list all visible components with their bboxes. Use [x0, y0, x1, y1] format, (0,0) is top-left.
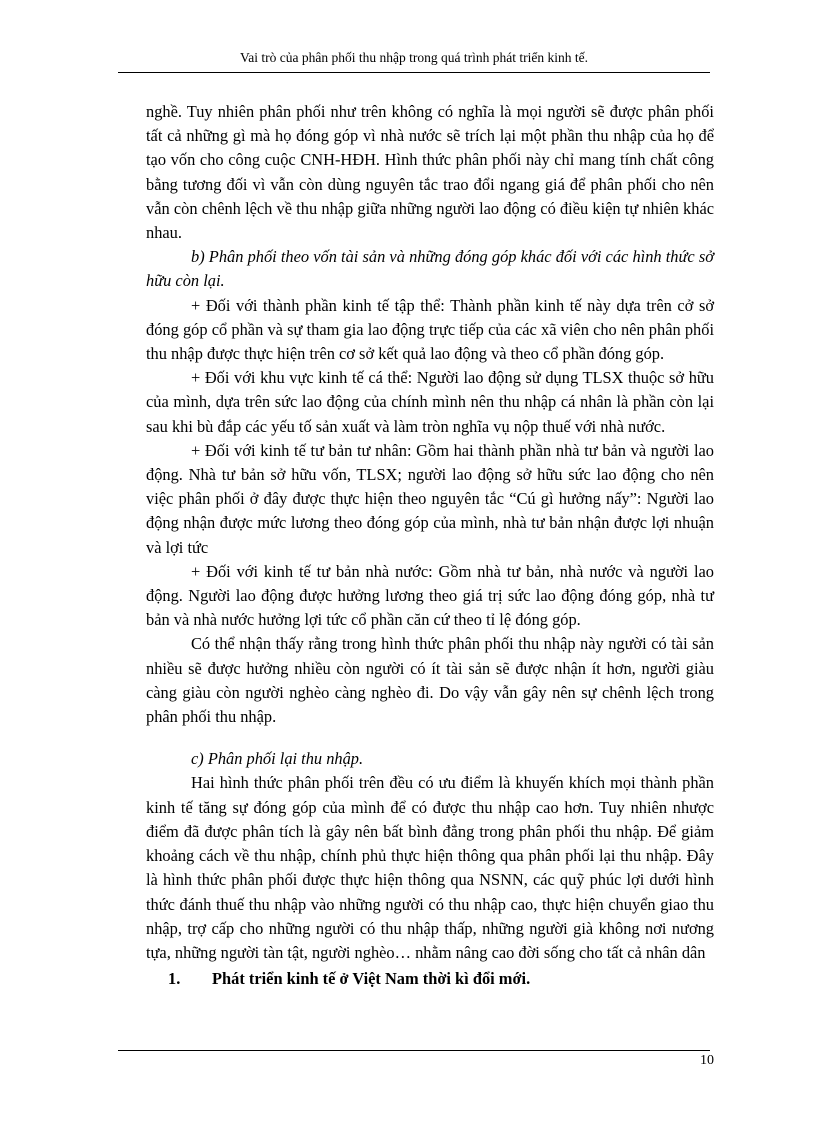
- paragraph-redistribution: Hai hình thức phân phối trên đều có ưu điểm là khuyến khích mọi thành phần kinh tế tăng sự đóng góp của mình để có được thu nhập cao hơn. Tuy nhiên nhược điểm đã được phân tích là gây nên bất bình đẳng trong phân phối thu nhập. Để giảm khoảng cách về thu nhập, chính phủ thực hiện thông qua phân phối lại thu nhập. Đây là hình thức phân phối được thực hiện thông qua NSNN, các quỹ phúc lợi dưới hình thức đánh thuế thu nhập vào những người có thu nhập cao, thực hiện chuyển giao thu nhập, trợ cấp cho những người có thu nhập thấp, những người già không nơi nương tựa, những người tàn tật, người nghèo… nhằm nâng cao đời sống cho tất cả nhân dân: [146, 773, 714, 962]
- page-header: Vai trò của phân phối thu nhập trong quá trình phát triển kinh tế.: [240, 50, 588, 65]
- paragraph-private-capitalist: + Đối với kinh tế tư bản tư nhân: Gồm hai thành phần nhà tư bản và người lao động. Nhà tư bản sở hữu vốn, TLSX; người lao động sở hữu sức lao động cho nên việc phân phối ở đây được thực hiện theo nguyên tắc “Cú gì hưởng nấy”: Người lao động nhận được mức lương theo đóng góp của mình, nhà tư bản nhận được lợi nhuận và lợi tức: [146, 440, 714, 557]
- subheading-b: b) Phân phối theo vốn tài sản và những đóng góp khác đối với các hình thức sở hữu còn lại.: [146, 247, 714, 291]
- subheading-c: c) Phân phối lại thu nhập.: [191, 749, 364, 769]
- paragraph-continuation: nghề. Tuy nhiên phân phối như trên không có nghĩa là mọi người sẽ được phân phối tất cả những gì mà họ đóng góp vì nhà nước sẽ trích lại một phần thu nhập của họ để tạo vốn cho công cuộc CNH-HĐH. Hình thức phân phối này chỉ mang tính chất công bằng tương đối vì vẫn còn dùng nguyên tắc trao đổi ngang giá để phân phối cho nên vẫn còn chênh lệch về thu nhập giữa những người lao động có điều kiện tự nhiên khác nhau.: [146, 102, 714, 243]
- paragraph-observation: Có thể nhận thấy rằng trong hình thức phân phối thu nhập này người có tài sản nhiều sẽ được hưởng nhiều còn người có ít tài sản sẽ được nhận ít hơn, người giàu càng giàu còn người nghèo càng nghèo đi. Do vậy vẫn gây nên sự chênh lệch trong phân phối thu nhập.: [146, 634, 714, 727]
- paragraph-individual-economy: + Đối với khu vực kinh tế cá thể: Người lao động sử dụng TLSX thuộc sở hữu của mình, dựa trên sức lao động của chính mình nên thu nhập cá nhân là phần còn lại sau khi bù đắp các yếu tố sản xuất và làm tròn nghĩa vụ nộp thuế với nhà nước.: [146, 368, 714, 436]
- paragraph-spacer: [146, 729, 714, 747]
- paragraph-collective-economy: + Đối với thành phần kinh tế tập thể: Thành phần kinh tế này dựa trên cở sở đóng góp cổ phần và sự tham gia lao động trực tiếp của các xã viên cho nên phân phối thu nhập được thực hiện trên cơ sở kết quả lao động và theo cổ phần đóng góp.: [146, 295, 714, 364]
- section-title: Phát triển kinh tế ở Việt Nam thời kì đổi mới.: [212, 969, 531, 989]
- section-heading: [146, 967, 714, 991]
- document-body: [146, 100, 714, 991]
- footer-divider: [118, 1050, 710, 1051]
- section-number: 1.: [168, 969, 181, 989]
- header-divider: [118, 72, 710, 73]
- page-number: 10: [700, 1053, 714, 1068]
- paragraph-state-capitalist: + Đối với kinh tế tư bản nhà nước: Gồm nhà tư bản, nhà nước và người lao động. Người lao động được hưởng lương theo giá trị sức lao động đóng góp, nhà tư bản và nhà nước hưởng lợi tức cổ phần căn cứ theo tỉ lệ đóng góp.: [146, 561, 714, 630]
